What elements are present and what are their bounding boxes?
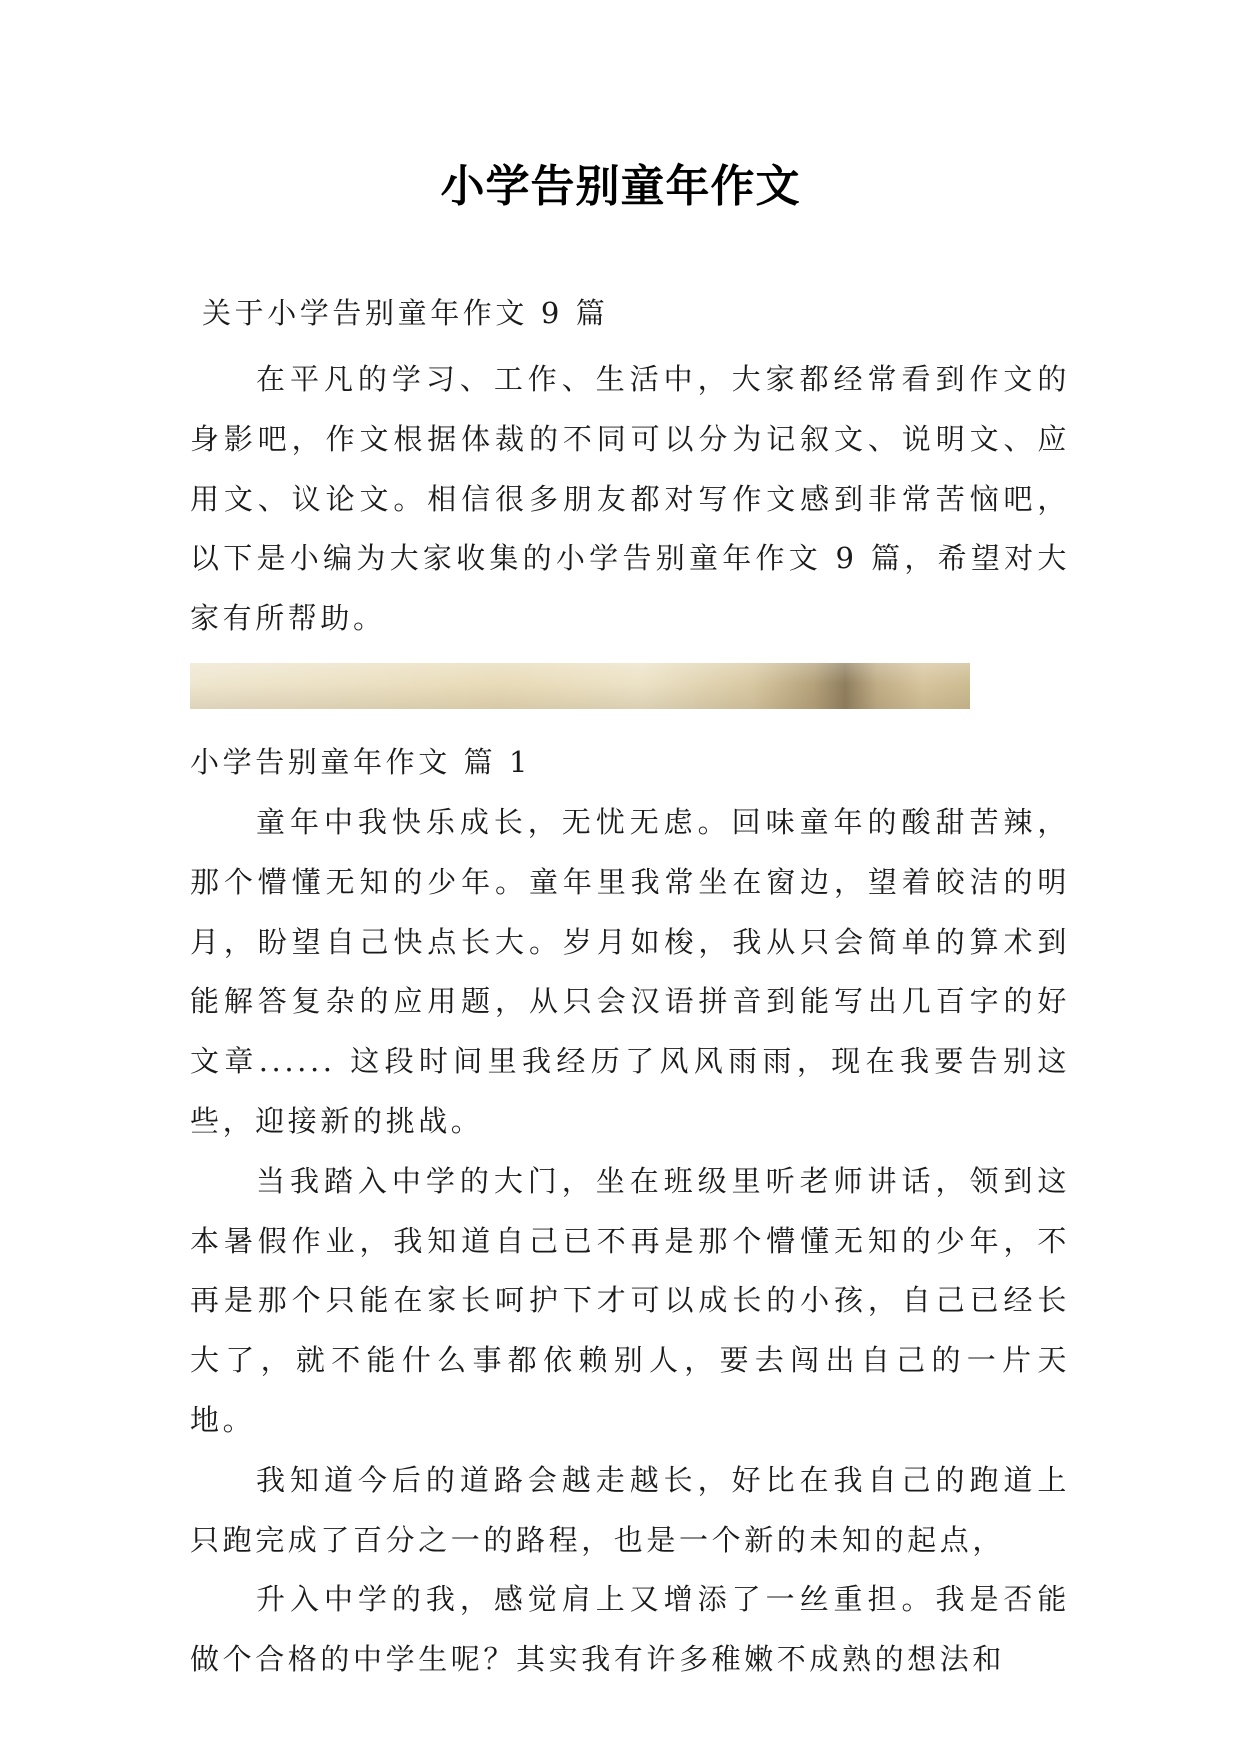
document-body xyxy=(190,290,1070,1690)
intro-paragraph: 在平凡的学习、工作、生活中，大家都经常看到作文的身影吧，作文根据体裁的不同可以分为记叙文、说明文、应用文、议论文。相信很多朋友都对写作文感到非常苦恼吧，以下是小编为大家收集的小学告别童年作文 9 篇，希望对大家有所帮助。 xyxy=(190,362,1070,636)
decorative-banner-image xyxy=(190,663,970,709)
document-subtitle: 关于小学告别童年作文 9 篇 xyxy=(202,296,609,330)
body-paragraph-2: 当我踏入中学的大门，坐在班级里听老师讲话，领到这本暑假作业，我知道自己已不再是那个懵懂无知的少年，不再是那个只能在家长呵护下才可以成长的小孩，自己已经长大了，就不能什么事都依赖别人，要去闯出自己的一片天地。 xyxy=(190,1163,1070,1437)
body-paragraph-1: 童年中我快乐成长，无忧无虑。回味童年的酸甜苦辣，那个懵懂无知的少年。童年里我常坐在窗边，望着皎洁的明月，盼望自己快点长大。岁月如梭，我从只会简单的算术到能解答复杂的应用题，从只会汉语拼音到能写出几百字的好文章...... 这段时间里我经历了风风雨雨，现在我要告别这些，迎接新的挑战。 xyxy=(190,804,1070,1138)
document-title: 小学告别童年作文 xyxy=(440,161,801,212)
body-paragraph-3: 我知道今后的道路会越走越长，好比在我自己的跑道上只跑完成了百分之一的路程，也是一个新的未知的起点， xyxy=(190,1462,1070,1557)
banner-shade xyxy=(190,663,970,709)
body-paragraph-4: 升入中学的我，感觉肩上又增添了一丝重担。我是否能做个合格的中学生呢？其实我有许多稚嫩不成熟的想法和 xyxy=(190,1582,1070,1677)
section-heading: 小学告别童年作文 篇 1 xyxy=(190,744,532,779)
